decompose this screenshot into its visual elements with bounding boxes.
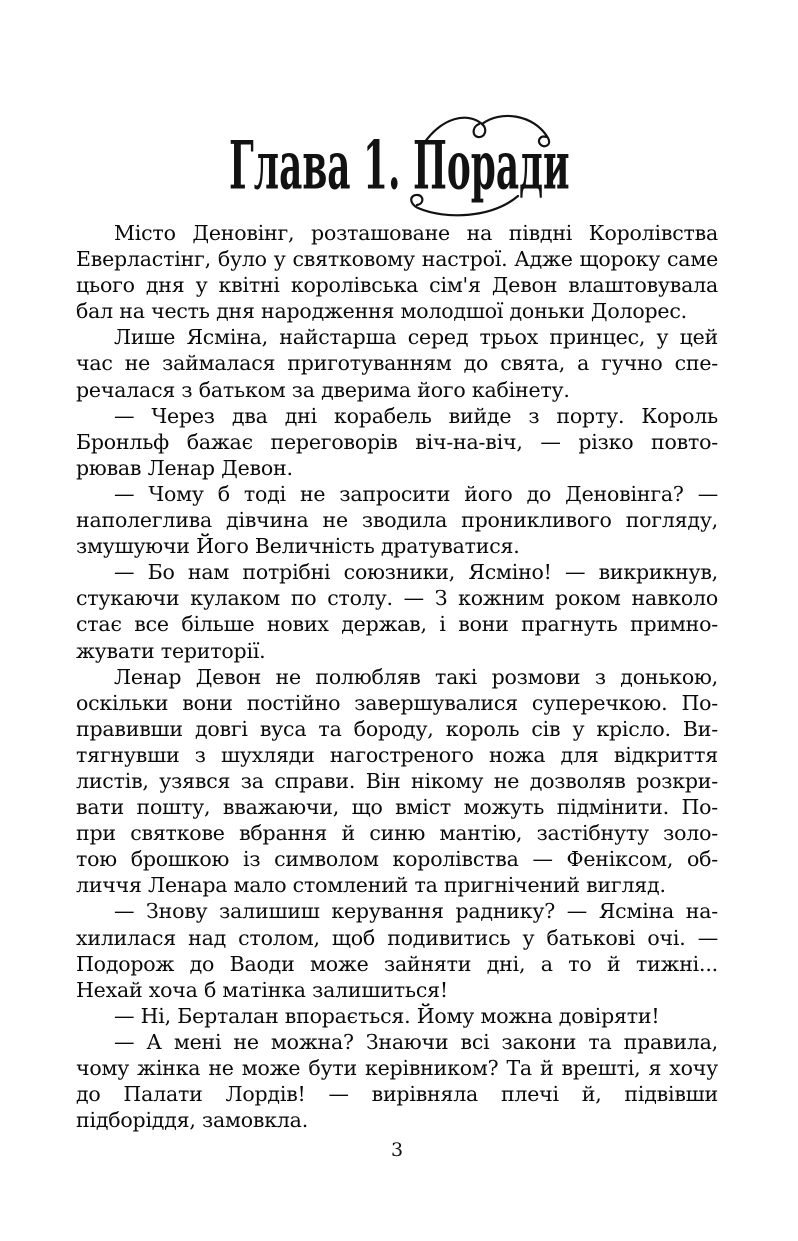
text-line: — Знову залишиш керування раднику? — Ясміна на- (114, 899, 718, 924)
text-line: Еверластінг, було у святковому настрої. Адже щороку саме (76, 247, 718, 272)
text-line: до Палати Лордів! — вирівняла плечі й, підвівши (76, 1082, 718, 1107)
chapter-title: Глава 1. Поради (228, 126, 570, 205)
paragraph (76, 481, 718, 559)
paragraph (76, 1029, 718, 1133)
text-line: — Бо нам потрібні союзники, Ясміно! — викрикнув, (114, 560, 718, 585)
paragraph (76, 324, 718, 402)
text-line: стає все більше нових держав, і вони прагнуть примно- (76, 612, 718, 637)
text-line: при святкове вбрання й синю мантію, застібнуту золо- (76, 821, 718, 846)
text-line: Ленар Девон не полюбляв такі розмови з донькою, (114, 664, 718, 689)
text-line: личчя Ленара мало стомлений та пригнічений вигляд. (76, 873, 666, 898)
paragraph (76, 1003, 718, 1029)
text-line: речалася з батьком за дверима його кабінету. (76, 377, 570, 402)
text-line: хилилася над столом, щоб подивитись у батькові очі. — (76, 925, 718, 950)
text-line: Нехай хоча б матінка залишиться! (76, 977, 448, 1002)
text-line: стукаючи кулаком по столу. — З кожним роком навколо (76, 586, 718, 611)
text-line: Подорож до Ваоди може зайняти дні, а то й тижні... (76, 951, 718, 976)
paragraph (76, 664, 718, 899)
text-line: наполеглива дівчина не зводила проникливого погляду, (76, 508, 718, 533)
text-line: бал на честь дня народження молодшої доньки Долорес. (76, 299, 687, 324)
page-number: 3 (390, 1139, 404, 1161)
text-line: Місто Деновінг, розташоване на півдні Королівства (114, 221, 718, 245)
text-line: — Через два дні корабель вийде з порту. Король (114, 403, 718, 428)
text-line: правивши довгі вуса та бороду, король сів у крісло. Ви- (76, 716, 718, 741)
page-body (76, 220, 718, 1133)
text-line: змушуючи Його Величність дратуватися. (76, 534, 520, 559)
chapter-heading (0, 126, 798, 205)
text-line: цього дня у квітні королівська сім'я Девон влаштовувала (76, 273, 718, 298)
paragraph (76, 898, 718, 1002)
text-line: — Ні, Берталан впорається. Йому можна довіряти! (114, 1003, 660, 1028)
text-line: чому жінка не може бути керівником? Та й врешті, я хочу (76, 1056, 718, 1080)
text-line: рював Ленар Девон. (76, 455, 293, 480)
text-line: листів, узявся за справи. Він нікому не дозволяв розкри- (76, 768, 718, 793)
text-line: оскільки вони постійно завершувалися суперечкою. По- (76, 690, 718, 715)
paragraph (76, 559, 718, 663)
paragraph (76, 403, 718, 481)
text-line: тягнувши з шухляди нагостреного ножа для відкриття (76, 742, 718, 767)
text-line: жувати території. (76, 638, 266, 663)
text-line: тою брошкою із символом королівства — Феніксом, об- (76, 847, 718, 872)
text-line: — Чому б тоді не запросити його до Деновінга? — (114, 481, 718, 506)
text-line: час не займалася приготуванням до свята, а гучно спе- (76, 351, 718, 376)
paragraph (76, 220, 718, 324)
text-line: Лише Ясміна, найстарша серед трьох принцес, у цей (114, 325, 718, 350)
text-line: Бронльф бажає переговорів віч-на-віч, — різко повто- (76, 429, 718, 454)
text-line: підборіддя, замовкла. (76, 1108, 309, 1133)
text-line: вати пошту, вважаючи, що вміст можуть підмінити. По- (76, 795, 718, 820)
text-line: — А мені не можна? Знаючи всі закони та правила, (114, 1029, 718, 1054)
